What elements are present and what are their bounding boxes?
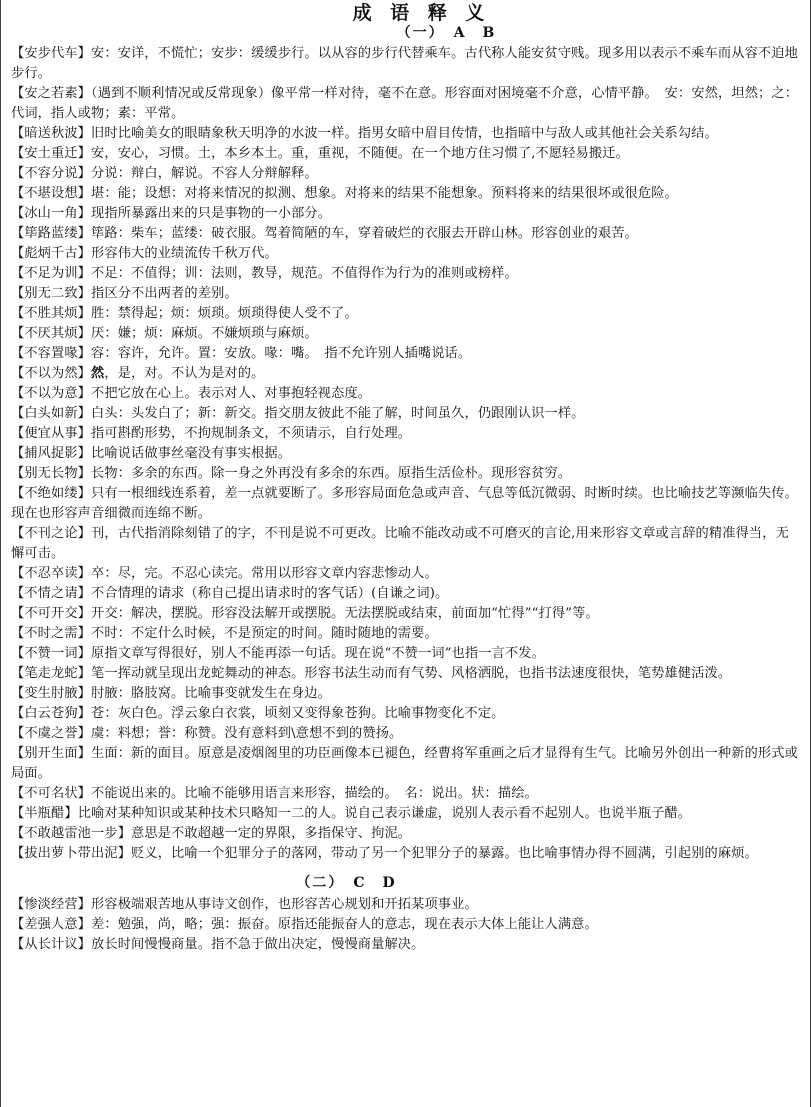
idiom-definition: 形容伟大的业绩流传千秋万代。 [91,246,278,261]
idiom-definition: 白头：头发白了；新：新交。指交朋友彼此不能了解，时间虽久，仍跟刚认识一样。 [91,406,585,421]
idiom-term: 【不足为训】 [11,266,92,281]
idiom-term: 【不忍卒读】 [11,566,92,581]
idiom-term: 【安土重迁】 [11,146,92,161]
idiom-entry [11,404,802,424]
idiom-term: 【不可开交】 [11,606,92,621]
idiom-term: 【不赞一词】 [11,646,92,661]
idiom-term: 【半瓶醋】 [11,806,78,821]
idiom-definition: 卒：尽，完。不忍心读完。常用以形容文章内容悲惨动人。 [91,566,438,581]
idiom-entry [11,704,802,724]
idiom-entry [11,604,802,624]
idiom-definition: 开交：解决，摆脱。形容没法解开或摆脱。无法摆脱或结束，前面加“忙得”“打得”等。 [91,606,599,621]
idiom-entry [11,744,802,784]
section-heading: （二） C D [296,875,397,891]
idiom-entry [11,915,802,935]
idiom-term: 【白头如新】 [11,406,92,421]
idiom-definition: 厌：嫌；烦：麻烦。不嫌烦琐与麻烦。 [91,326,318,341]
idiom-entry [11,644,802,664]
idiom-entry [11,324,802,344]
idiom-term: 【笔走龙蛇】 [11,666,92,681]
idiom-definition: 原指文章写得很好，别人不能再添一句话。现在说“不赞一词”也指一言不发。 [91,646,545,661]
idiom-entry [11,364,802,384]
idiom-entry [11,524,802,564]
idiom-definition: 只有一根细线连系着，差一点就要断了。多形容局面危急或声音、气息等低沉微弱、时断时续。也比喻技艺等濒临失传。现在也形容声音细微而连绵不断。 [11,486,798,521]
idiom-entry [11,664,802,684]
idiom-definition: 安，安心，习惯。土，本乡本土。重，重视，不随便。在一个地方住习惯了,不愿轻易搬迁。 [91,146,629,161]
idiom-term: 【安步代车】 [11,46,92,61]
idiom-definition: 不时：不定什么时候，不是预定的时间。随时随地的需要。 [91,626,438,641]
idiom-definition: 安：安详，不慌忙；安步：缓缓步行。以从容的步行代替乘车。古代称人能安贫守贱。现多用以表示不乘车而从容不迫地步行。 [11,46,798,81]
idiom-term: 【不胜其烦】 [11,306,92,321]
idiom-entry [11,244,802,264]
idiom-definition: 虞：料想；誉：称赞。没有意料到\意想不到的赞扬。 [91,726,403,741]
idiom-entry [11,224,802,244]
idiom-entry [11,84,802,124]
idiom-term: 【别无二致】 [11,286,92,301]
idiom-entry [11,784,802,804]
idiom-definition: 生面：新的面目。原意是凌烟阁里的功臣画像本已褪色，经曹将军重画之后才显得有生气。比喻另外创出一种新的形式或局面。 [11,746,798,781]
idiom-term: 【不绝如缕】 [11,486,92,501]
idiom-term: 【冰山一角】 [11,206,92,221]
idiom-definition: 容：容许，允许。置：安放。喙：嘴。 指不允许别人插嘴说话。 [91,346,472,361]
idiom-entry [11,584,802,604]
idiom-entry [11,304,802,324]
idiom-entry [11,264,802,284]
idiom-term: 【安之若素】 [11,86,92,101]
idiom-entry [11,124,802,144]
idiom-term: 【变生肘腋】 [11,686,92,701]
idiom-entry [11,624,802,644]
idiom-entry [11,464,802,484]
idiom-definition: 分说：辩白，解说。不容人分辩解释。 [91,166,318,181]
idiom-term: 【不堪设想】 [11,186,92,201]
idiom-definition: 不合情理的请求（称自己提出请求时的客气话）(自谦之词)。 [91,586,449,601]
idiom-term: 【不以为意】 [11,386,92,401]
idiom-entry [11,844,802,864]
idiom-term: 【彪炳千古】 [11,246,92,261]
idiom-entry [11,684,802,704]
section-spacer [11,864,802,870]
idiom-definition: 刊，古代指消除刻错了的字，不刊是说不可更改。比喻不能改动或不可磨灭的言论,用来形容文章或言辞的精准得当，无懈可击。 [11,526,789,561]
idiom-term: 【捕风捉影】 [11,446,92,461]
idiom-definition: ，是，对。不认为是对的。 [104,366,265,381]
idiom-definition: 指可斟酌形势，不拘规制条文，不须请示，自行处理。 [91,426,412,441]
idiom-definition: 胜：禁得起；烦：烦琐。烦琐得使人受不了。 [91,306,358,321]
idiom-definition: 长物：多余的东西。除一身之外再没有多余的东西。原指生活俭朴。现形容贫穷。 [91,466,572,481]
idiom-entry [11,895,802,915]
idiom-term: 【暗送秋波】 [11,126,92,141]
idiom-definition: 现指所暴露出来的只是事物的一小部分。 [91,206,332,221]
idiom-term: 【拔出萝卜带出泥】 [11,846,132,861]
idiom-term: 【白云苍狗】 [11,706,92,721]
idiom-entry [11,164,802,184]
idiom-definition: 旧时比喻美女的眼睛象秋天明净的水波一样。指男女暗中眉目传情，也指暗中与敌人或其他社会关系勾结。 [91,126,718,141]
idiom-emphasis: 然 [91,366,105,381]
idiom-entry [11,935,802,955]
idiom-term: 【筚路蓝缕】 [11,226,92,241]
idiom-definition: 形容极端艰苦地从事诗文创作，也形容苦心规划和开拓某项事业。 [91,897,478,912]
idiom-term: 【差强人意】 [11,917,92,932]
idiom-entry [11,564,802,584]
idiom-entry [11,204,802,224]
idiom-entry [11,824,802,844]
idiom-entry [11,424,802,444]
idiom-term: 【不容置喙】 [11,346,92,361]
idiom-definition: 差：勉强，尚，略；强：振奋。原指还能振奋人的意志，现在表示大体上能让人满意。 [91,917,598,932]
idiom-definition: 贬义，比喻一个犯罪分子的落网，带动了另一个犯罪分子的暴露。也比喻事情办得不圆满，引起别的麻烦。 [131,846,758,861]
idiom-definition: 筚路：柴车；蓝缕：破衣服。驾着简陋的车，穿着破烂的衣服去开辟山林。形容创业的艰苦。 [91,226,638,241]
idiom-term: 【不厌其烦】 [11,326,92,341]
idiom-definition: 肘腋：胳肢窝。比喻事变就发生在身边。 [91,686,332,701]
idiom-definition: 堪：能；设想：对将来情况的拟测、想象。对将来的结果不能想象。预料将来的结果很坏或很危险。 [91,186,678,201]
idiom-entry [11,384,802,404]
idiom-definition: 比喻对某种知识或某种技术只略知一二的人。说自己表示谦虚，说别人表示看不起别人。也说半瓶子醋。 [77,806,692,821]
section-heading: （一） A B [396,25,497,41]
document-body [11,24,802,955]
idiom-entry [11,144,802,164]
idiom-definition: 不把它放在心上。表示对人、对事抱轻视态度。 [91,386,372,401]
idiom-definition: 笔一挥动就呈现出龙蛇舞动的神态。形容书法生动而有气势、风格洒脱，也指书法速度很快，笔势雄健活泼。 [91,666,732,681]
idiom-definition: 苍：灰白色。浮云象白衣裳，顷刻又变得象苍狗。比喻事物变化不定。 [91,706,505,721]
idiom-term: 【不刊之论】 [11,526,92,541]
idiom-entry [11,344,802,364]
idiom-term: 【别开生面】 [11,746,92,761]
idiom-entry [11,804,802,824]
idiom-entry [11,444,802,464]
idiom-term: 【不敢越雷池一步】 [11,826,132,841]
idiom-entry [11,484,802,524]
idiom-term: 【从长计议】 [11,937,92,952]
idiom-term: 【不虞之誉】 [11,726,92,741]
idiom-entry [11,284,802,304]
idiom-term: 【不时之需】 [11,626,92,641]
idiom-definition: 放长时间慢慢商量。指不急于做出决定，慢慢商量解决。 [91,937,425,952]
idiom-definition: 指区分不出两者的差别。 [91,286,238,301]
idiom-entry [11,184,802,204]
idiom-entry [11,724,802,744]
idiom-term: 【不情之请】 [11,586,92,601]
document-title: 成 语 释 义 [352,2,491,24]
idiom-term: 【不以为然】 [11,366,92,381]
idiom-definition: 不足：不值得；训：法则，教导，规范。不值得作为行为的准则或榜样。 [91,266,518,281]
idiom-term: 【别无长物】 [11,466,92,481]
idiom-entry [11,44,802,84]
idiom-term: 【不容分说】 [11,166,92,181]
idiom-definition: 比喻说话做事丝毫没有事实根据。 [91,446,292,461]
idiom-term: 【不可名状】 [11,786,92,801]
idiom-term: 【惨淡经营】 [11,897,92,912]
idiom-definition: （遇到不顺利情况或反常现象）像平常一样对待，毫不在意。形容面对困境毫不介意，心情平静。 安：安然，坦然；之：代词，指人或物；素：平常。 [11,86,799,121]
idiom-term: 【便宜从事】 [11,426,92,441]
idiom-definition: 不能说出来的。比喻不能够用语言来形容，描绘的。 名：说出。状：描绘。 [91,786,538,801]
idiom-definition: 意思是不敢超越一定的界限，多指保守、拘泥。 [131,826,412,841]
